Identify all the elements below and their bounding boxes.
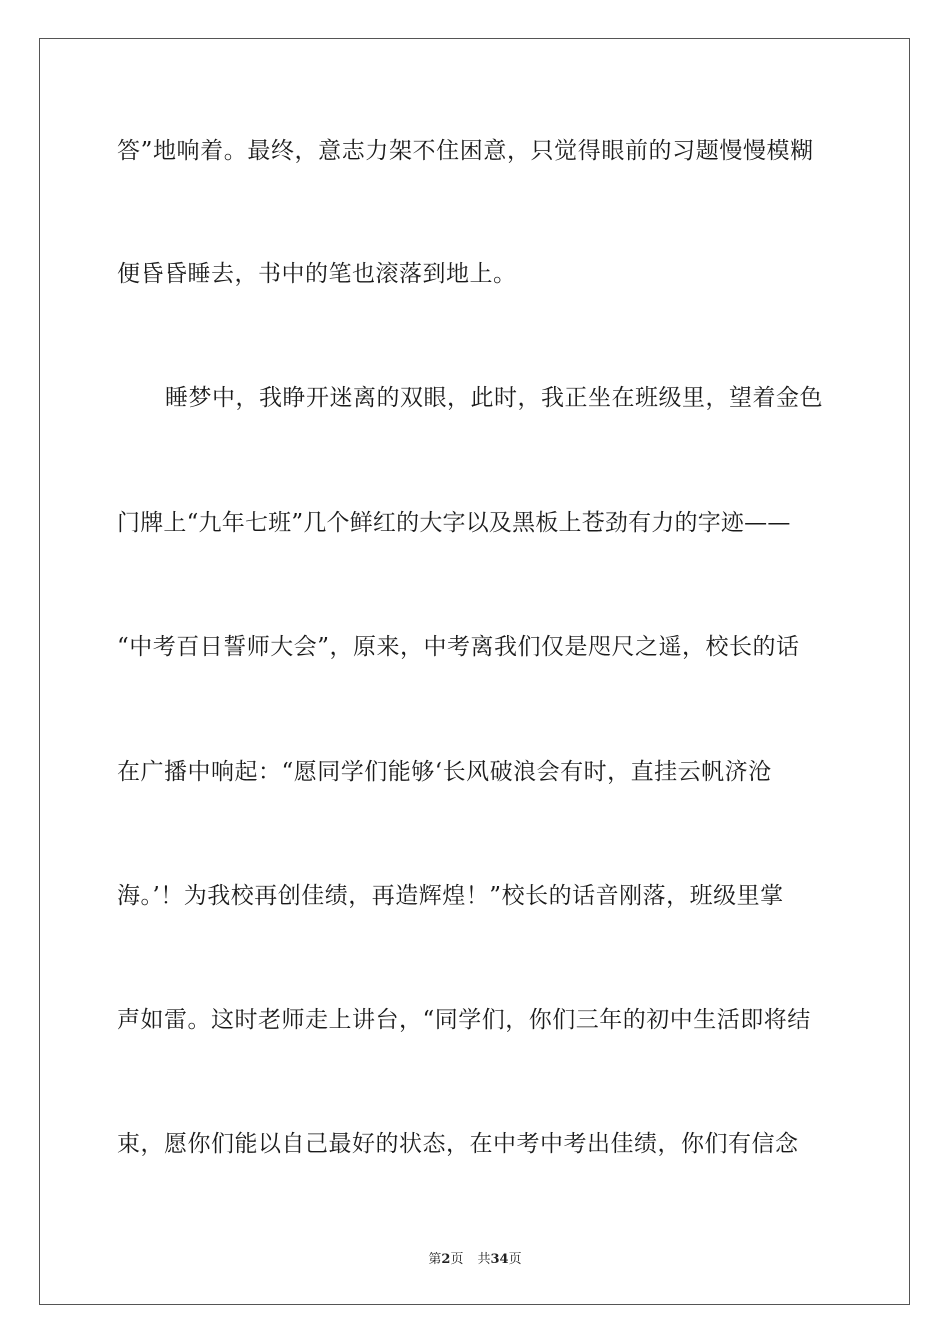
page-border (39, 38, 910, 1305)
total-suffix: 页 (508, 1252, 522, 1267)
page-footer (0, 1248, 950, 1267)
text-line-8: 声如雷。这时老师走上讲台，“同学们，你们三年的初中生活即将结 (117, 1007, 811, 1033)
text-line-1: 答”地响着。最终，意志力架不住困意，只觉得眼前的习题慢慢模糊 (117, 138, 814, 164)
text-line-4: 门牌上“九年七班”几个鲜红的大字以及黑板上苍劲有力的字迹—— (117, 510, 791, 536)
text-line-7: 海。’！为我校再创佳绩，再造辉煌！”校长的话音刚落，班级里掌 (117, 883, 784, 909)
page-prefix: 第 (428, 1252, 442, 1267)
text-line-3: 睡梦中，我睁开迷离的双眼，此时，我正坐在班级里，望着金色 (165, 385, 823, 411)
text-line-9: 束，愿你们能以自己最好的状态，在中考中考出佳绩，你们有信念 (117, 1131, 799, 1157)
total-pages: 34 (490, 1252, 509, 1267)
total-prefix: 共 (477, 1252, 491, 1267)
page-suffix: 页 (450, 1252, 464, 1267)
text-line-2: 便昏昏睡去，书中的笔也滚落到地上。 (117, 261, 517, 287)
page-number: 2 (441, 1252, 451, 1267)
text-line-6: 在广播中响起：“愿同学们能够‘长风破浪会有时，直挂云帆济沧 (117, 759, 772, 785)
text-line-5: “中考百日誓师大会”，原来，中考离我们仅是咫尺之遥，校长的话 (117, 634, 800, 660)
